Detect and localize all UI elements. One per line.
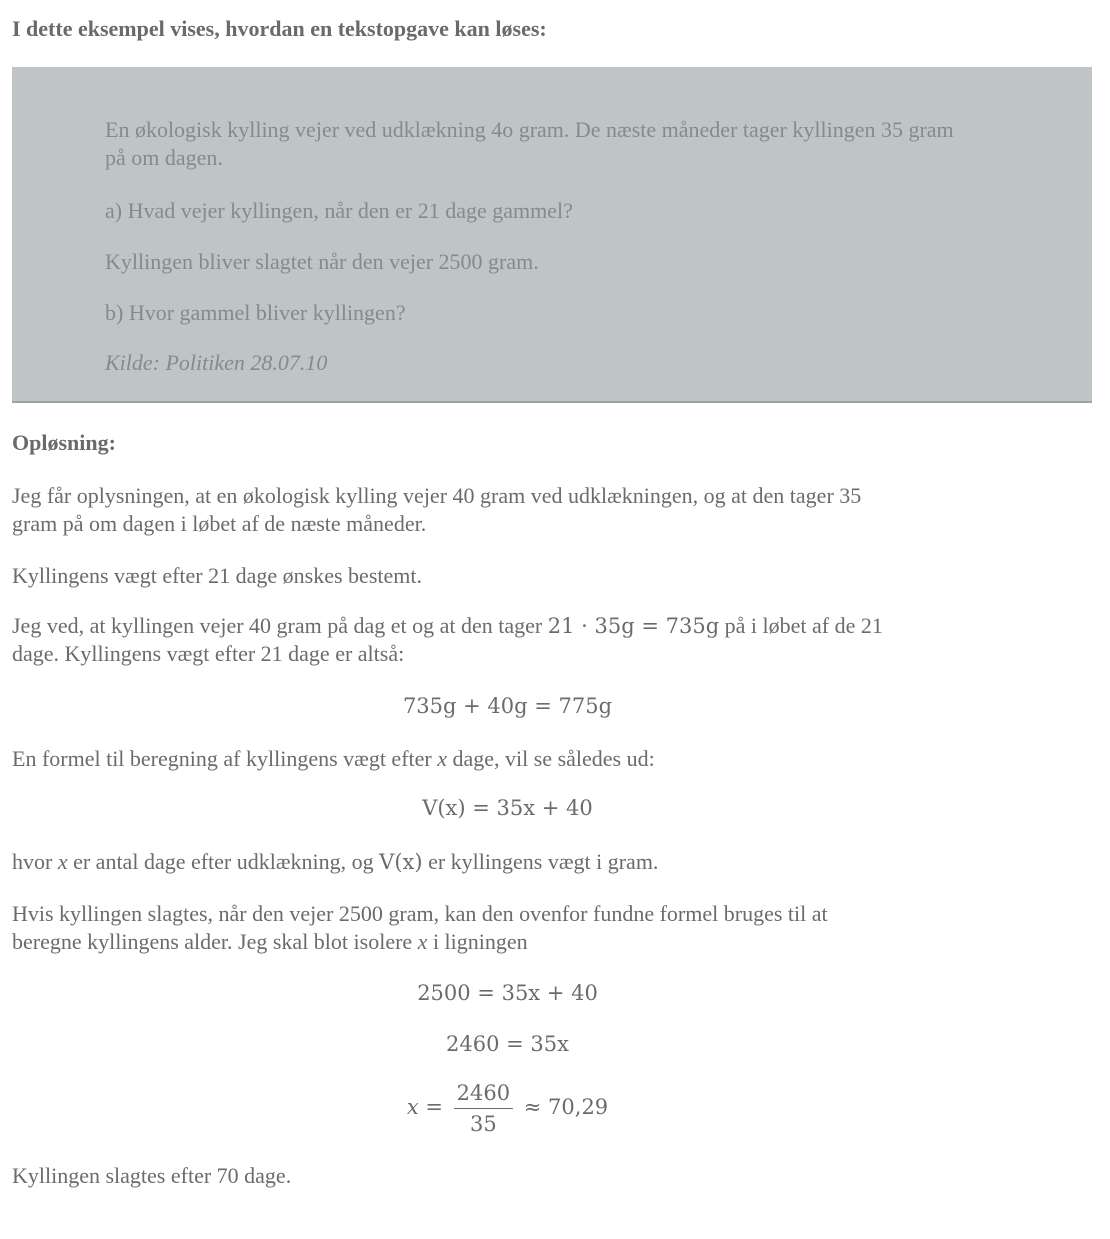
fraction-denominator: 35	[470, 1112, 497, 1136]
solution-paragraph-2: Kyllingens vægt efter 21 dage ønskes bestemt.	[12, 563, 422, 588]
variable-x: x	[417, 929, 428, 954]
text-span: Jeg ved, at kyllingen vejer 40 gram på dag et og at den tager	[12, 613, 548, 638]
paragraph-line	[12, 928, 828, 956]
inline-math: 21 · 35g = 735g	[547, 614, 720, 638]
text-span: er kyllingens vægt i gram.	[422, 849, 659, 874]
conclusion: Kyllingen slagtes efter 70 dage.	[12, 1163, 292, 1188]
inline-math: V(x)	[379, 850, 423, 874]
equation-isolate-1: 2500 = 35x + 40	[417, 981, 598, 1005]
paragraph-line	[12, 612, 883, 640]
equation-result	[0, 1080, 1015, 1137]
equation-weight-21-days: 735g + 40g = 775g	[402, 694, 613, 718]
solution-paragraph-4	[12, 745, 655, 773]
text-span: er antal dage efter udklækning, og	[67, 849, 380, 874]
variable-x: x	[437, 746, 447, 771]
text-span: hvor	[12, 849, 58, 874]
paragraph-line: dage. Kyllingens vægt efter 21 dage er altså:	[12, 641, 405, 666]
text-span: En formel til beregning af kyllingens vægt efter	[12, 746, 438, 771]
paragraph-line: gram på om dagen i løbet af de næste måneder.	[12, 511, 427, 536]
fraction	[454, 1080, 513, 1137]
problem-info: Kyllingen bliver slagtet når den vejer 2500 gram.	[105, 249, 539, 274]
solution-paragraph-5	[12, 848, 658, 876]
solution-paragraph-6	[12, 900, 828, 956]
variable-x: x	[57, 849, 68, 874]
solution-paragraph-1	[12, 482, 861, 538]
problem-text-line2: på om dagen.	[105, 145, 223, 170]
intro-heading: I dette eksempel vises, hvordan en tekstopgave kan løses:	[12, 16, 547, 41]
question-a: a) Hvad vejer kyllingen, når den er 21 dage gammel?	[105, 198, 573, 223]
solution-paragraph-3	[12, 612, 883, 668]
equation-lhs: x =	[406, 1095, 443, 1119]
solution-heading: Opløsning:	[12, 430, 116, 455]
equation-isolate-2: 2460 = 35x	[446, 1032, 569, 1056]
text-span: dage, vil se således ud:	[446, 746, 655, 771]
text-span: på i løbet af de 21	[719, 613, 883, 638]
problem-text-line1: En økologisk kylling vejer ved udklækning 4o gram. De næste måneder tager kyllingen 35 gram	[105, 117, 954, 142]
paragraph-line: Hvis kyllingen slagtes, når den vejer 2500 gram, kan den ovenfor fundne formel bruges til at	[12, 901, 828, 926]
equation-rhs: ≈ 70,29	[523, 1095, 609, 1119]
text-span: i ligningen	[427, 929, 528, 954]
fraction-numerator: 2460	[454, 1080, 513, 1109]
paragraph-line: Jeg får oplysningen, at en økologisk kylling vejer 40 gram ved udklækningen, og at den tager 35	[12, 483, 862, 508]
equation-formula: V(x) = 35x + 40	[422, 796, 593, 820]
text-span: beregne kyllingens alder. Jeg skal blot isolere	[12, 929, 418, 954]
question-b: b) Hvor gammel bliver kyllingen?	[105, 300, 406, 325]
problem-box	[12, 67, 1092, 403]
problem-source: Kilde: Politiken 28.07.10	[105, 350, 328, 375]
